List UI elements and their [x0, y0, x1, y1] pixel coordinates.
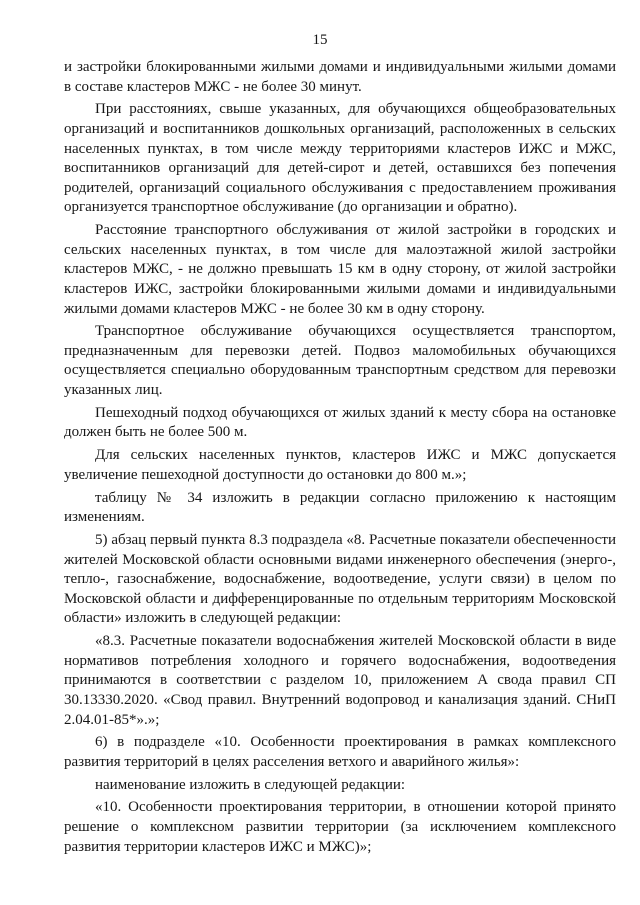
paragraph-transport-service-beyond-distances: При расстояниях, свыше указанных, для обучающихся общеобразовательных организаций и воспитанников дошкольных организаций, расположенных в сельских населенных пунктах, в том числе между территориями кластеров ИЖС и МЖС, воспитанников организаций для детей-сирот и детей, оставшихся без попечения родителей, организаций социального обслуживания с предоставлением проживания организуется транспортное обслуживание (до организации и обратно).	[64, 101, 616, 216]
paragraph-transport-for-children: Транспортное обслуживание обучающихся осуществляется транспортом, предназначенным для перевозки детей. Подвоз маломобильных обучающихся осуществляется специально оборудованным транспортным средством для перевозки указанных лиц.	[64, 323, 616, 399]
paragraph-transport-service-distance: Расстояние транспортного обслуживания от жилой застройки в городских и сельских населенных пунктах, в том числе для малоэтажной жилой застройки кластеров МЖС, - не должно превышать 15 км в одну сторону, от жилой застройки кластеров ИЖС, застройки блокированными жилыми домами и индивидуальными жилыми домами кластеров МЖС - не более 30 км в одну сторону.	[64, 222, 616, 317]
paragraph-item-5: 5) абзац первый пункта 8.3 подраздела «8. Расчетные показатели обеспеченности жителей Московской области основными видами инженерного обеспечения (энерго-, тепло-, газоснабжение, водоснабжение, водоотведение, услуги связи) в целом по Московской области и дифференцированные по отдельным территориям Московской области» изложить в следующей редакции:	[64, 531, 616, 627]
paragraph-table-34: таблицу № 34 изложить в редакции согласно приложению к настоящим изменениям.	[64, 489, 616, 526]
page-number: 15	[312, 32, 328, 48]
paragraph-title-statement: наименование изложить в следующей редакции:	[95, 776, 406, 793]
paragraph-pedestrian-approach: Пешеходный подход обучающихся от жилых зданий к месту сбора на остановке должен быть не более 500 м.	[64, 404, 616, 441]
paragraph-section-10-title: «10. Особенности проектирования территории, в отношении которой принято решение о комплексном развитии территории (за исключением комплексного развития территории кластеров ИЖС и МЖС)»;	[64, 799, 616, 855]
document-body	[64, 58, 616, 860]
paragraph-continuation: и застройки блокированными жилыми домами и индивидуальными жилыми домами в составе кластеров МЖС - не более 30 минут.	[64, 59, 616, 95]
paragraph-item-6: 6) в подразделе «10. Особенности проектирования в рамках комплексного развития территорий в целях расселения ветхого и аварийного жилья»:	[64, 734, 616, 770]
paragraph-rural-pedestrian-access: Для сельских населенных пунктов, кластеров ИЖС и МЖС допускается увеличение пешеходной доступности до остановки до 800 м.»;	[64, 447, 616, 483]
paragraph-clause-8-3: «8.3. Расчетные показатели водоснабжения жителей Московской области в виде нормативов потребления холодного и горячего водоснабжения, водоотведения принимаются в соответствии с разделом 10, приложением А свода правил СП 30.13330.2020. «Свод правил. Внутренний водопровод и канализация зданий. СНиП 2.04.01-85*».»;	[64, 633, 616, 728]
